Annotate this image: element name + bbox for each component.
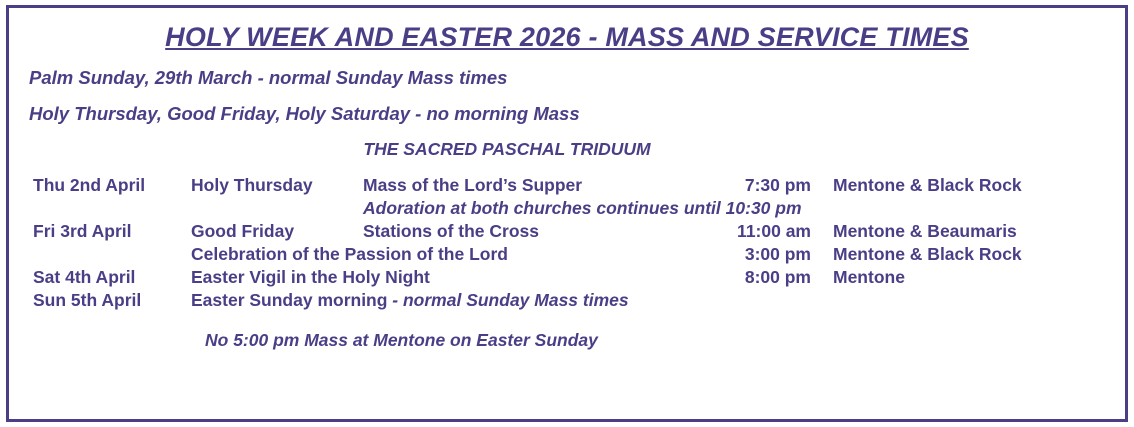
- row-date-empty: [27, 243, 191, 266]
- row-event: Celebration of the Passion of the Lord: [191, 244, 508, 264]
- row-event: Mass of the Lord’s Supper: [363, 175, 583, 195]
- row-place: Mentone: [833, 267, 905, 287]
- row-date: Sun 5th April: [33, 290, 142, 310]
- row-place: Mentone & Beaumaris: [833, 221, 1017, 241]
- row-time: 7:30 pm: [744, 175, 811, 195]
- row-time: 11:00 am: [737, 221, 811, 241]
- row-event: Stations of the Cross: [363, 221, 539, 241]
- page-title: HOLY WEEK AND EASTER 2026 - MASS AND SERVICE TIMES: [165, 22, 969, 52]
- lead-line-no-morning-mass: Holy Thursday, Good Friday, Holy Saturday - no morning Mass: [29, 103, 580, 124]
- schedule-table: [27, 174, 1107, 312]
- section-heading-triduum: THE SACRED PASCHAL TRIDUUM: [363, 139, 651, 159]
- poster-border: [6, 5, 1128, 422]
- row-time: 8:00 pm: [744, 267, 811, 287]
- lead-line-palm-sunday: Palm Sunday, 29th March - normal Sunday Mass times: [29, 67, 508, 88]
- row-place: Mentone & Black Rock: [833, 175, 1022, 195]
- row-date: Thu 2nd April: [33, 175, 146, 195]
- row-date-empty: [27, 197, 191, 220]
- row-time: 3:00 pm: [744, 244, 811, 264]
- bottom-note: No 5:00 pm Mass at Mentone on Easter Sunday: [205, 330, 598, 350]
- row-date: Fri 3rd April: [33, 221, 132, 241]
- sunday-event-italic: - normal Sunday Mass times: [387, 290, 629, 310]
- poster-content: [9, 8, 1125, 419]
- table-row: [27, 174, 1107, 197]
- row-day-empty: [191, 197, 363, 220]
- table-row-note: [27, 197, 1107, 220]
- row-place: Mentone & Black Rock: [833, 244, 1022, 264]
- row-event: Easter Vigil in the Holy Night: [191, 267, 430, 287]
- row-day: Good Friday: [191, 221, 295, 241]
- row-day: Holy Thursday: [191, 175, 313, 195]
- sunday-event-bold: Easter Sunday morning: [191, 290, 388, 310]
- table-row: [27, 243, 1107, 266]
- table-row: [27, 266, 1107, 289]
- table-row: [27, 289, 1107, 312]
- row-event-sunday: [191, 289, 1107, 312]
- row-date: Sat 4th April: [33, 267, 136, 287]
- table-row: [27, 220, 1107, 243]
- row-note-adoration: Adoration at both churches continues until 10:30 pm: [363, 198, 802, 218]
